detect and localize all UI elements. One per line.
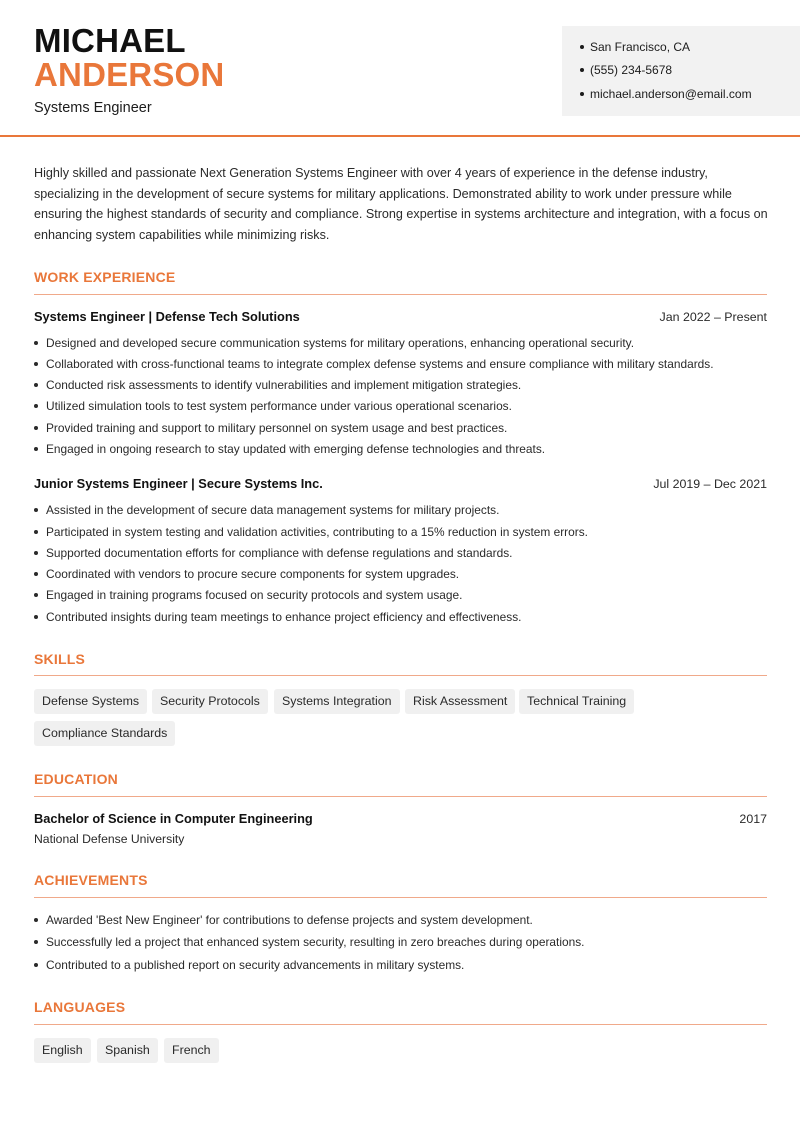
list-item (34, 545, 512, 561)
education-year: 2017 (739, 812, 767, 826)
skill-chip: Systems Integration (274, 689, 400, 714)
bullet-text: Contributed to a published report on security advancements in military systems. (46, 958, 465, 972)
skill-chip: Compliance Standards (34, 721, 175, 746)
contact-location (580, 39, 690, 55)
bullet-dot-icon (580, 45, 584, 49)
bullet-dot-icon (34, 918, 38, 922)
contact-phone (580, 62, 672, 78)
job-title: Systems Engineer (34, 100, 152, 116)
list-item (34, 566, 459, 582)
section-title-work: WORK EXPERIENCE (34, 269, 176, 285)
bullet-dot-icon (34, 551, 38, 555)
list-item (34, 356, 714, 372)
last-name: ANDERSON (34, 56, 225, 93)
section-divider (34, 294, 767, 295)
bullet-dot-icon (34, 404, 38, 408)
bullet-dot-icon (34, 447, 38, 451)
list-item (34, 587, 462, 603)
bullet-dot-icon (34, 963, 38, 967)
bullet-dot-icon (580, 92, 584, 96)
bullet-dot-icon (34, 383, 38, 387)
job-dates: Jul 2019 – Dec 2021 (653, 477, 767, 491)
language-chip: English (34, 1038, 91, 1063)
email-link[interactable]: michael.anderson@email.com (590, 87, 752, 101)
bullet-text: Coordinated with vendors to procure secure components for system upgrades. (46, 567, 460, 581)
bullet-dot-icon (34, 615, 38, 619)
bullet-text: Successfully led a project that enhanced system security, resulting in zero breaches during operations. (46, 935, 585, 949)
bullet-dot-icon (580, 68, 584, 72)
list-item (34, 335, 634, 351)
section-divider (34, 796, 767, 797)
bullet-dot-icon (34, 341, 38, 345)
skill-chip: Technical Training (519, 689, 634, 714)
section-divider (34, 1024, 767, 1025)
job-heading: Systems Engineer | Defense Tech Solutions (34, 309, 300, 324)
bullet-dot-icon (34, 530, 38, 534)
list-item (34, 934, 584, 950)
bullet-text: Engaged in training programs focused on security protocols and system usage. (46, 588, 463, 602)
bullet-dot-icon (34, 940, 38, 944)
education-school: National Defense University (34, 832, 185, 846)
list-item (34, 398, 512, 414)
first-name: MICHAEL (34, 22, 186, 59)
bullet-dot-icon (34, 593, 38, 597)
list-item (34, 441, 545, 457)
bullet-dot-icon (34, 362, 38, 366)
section-title-education: EDUCATION (34, 771, 118, 787)
job-dates: Jan 2022 – Present (659, 310, 767, 324)
bullet-text: Collaborated with cross-functional teams to integrate complex defense systems and ensure compliance with military standards. (46, 357, 714, 371)
list-item (34, 420, 507, 436)
language-chip: French (164, 1038, 219, 1063)
summary-text: Highly skilled and passionate Next Generation Systems Engineer with over 4 years of experience in the defense industry, specializing in the development of secure systems for military applications. Demonstrated ability to work under pressure while ensuring the highest standards of security and compliance. Strong expertise in systems architecture and integration, with a focus on enhancing system capabilities while minimizing risks. (34, 166, 768, 243)
skill-chip: Security Protocols (152, 689, 268, 714)
skill-chip: Defense Systems (34, 689, 147, 714)
bullet-text: Provided training and support to military personnel on system usage and best practices. (46, 421, 508, 435)
list-item (34, 502, 499, 518)
bullet-dot-icon (34, 508, 38, 512)
section-title-achievements: ACHIEVEMENTS (34, 872, 148, 888)
bullet-text: Utilized simulation tools to test system performance under various operational scenarios. (46, 399, 512, 413)
location-text: San Francisco, CA (590, 40, 691, 54)
bullet-text: Awarded 'Best New Engineer' for contributions to defense projects and system development. (46, 913, 533, 927)
bullet-text: Designed and developed secure communication systems for military operations, enhancing operational security. (46, 336, 635, 350)
section-divider (34, 675, 767, 676)
education-degree: Bachelor of Science in Computer Engineering (34, 811, 313, 826)
contact-box (562, 26, 800, 116)
list-item (34, 912, 533, 928)
bullet-text: Engaged in ongoing research to stay updated with emerging defense technologies and threats. (46, 442, 546, 456)
bullet-text: Assisted in the development of secure data management systems for military projects. (46, 503, 500, 517)
bullet-text: Supported documentation efforts for compliance with defense regulations and standards. (46, 546, 513, 560)
bullet-text: Contributed insights during team meetings to enhance project efficiency and effectiveness. (46, 610, 522, 624)
section-title-skills: SKILLS (34, 651, 85, 667)
section-divider (34, 897, 767, 898)
list-item (34, 524, 588, 540)
resume-header (0, 0, 800, 137)
list-item (34, 957, 464, 973)
section-title-languages: LANGUAGES (34, 999, 126, 1015)
skill-chip: Risk Assessment (405, 689, 515, 714)
job-heading: Junior Systems Engineer | Secure Systems Inc. (34, 476, 323, 491)
bullet-dot-icon (34, 572, 38, 576)
language-chip: Spanish (97, 1038, 158, 1063)
list-item (34, 377, 521, 393)
bullet-text: Participated in system testing and validation activities, contributing to a 15% reduction in system errors. (46, 525, 588, 539)
contact-email[interactable] (580, 86, 752, 102)
bullet-dot-icon (34, 426, 38, 430)
phone-text: (555) 234-5678 (590, 63, 673, 77)
list-item (34, 609, 521, 625)
bullet-text: Conducted risk assessments to identify vulnerabilities and implement mitigation strategies. (46, 378, 522, 392)
